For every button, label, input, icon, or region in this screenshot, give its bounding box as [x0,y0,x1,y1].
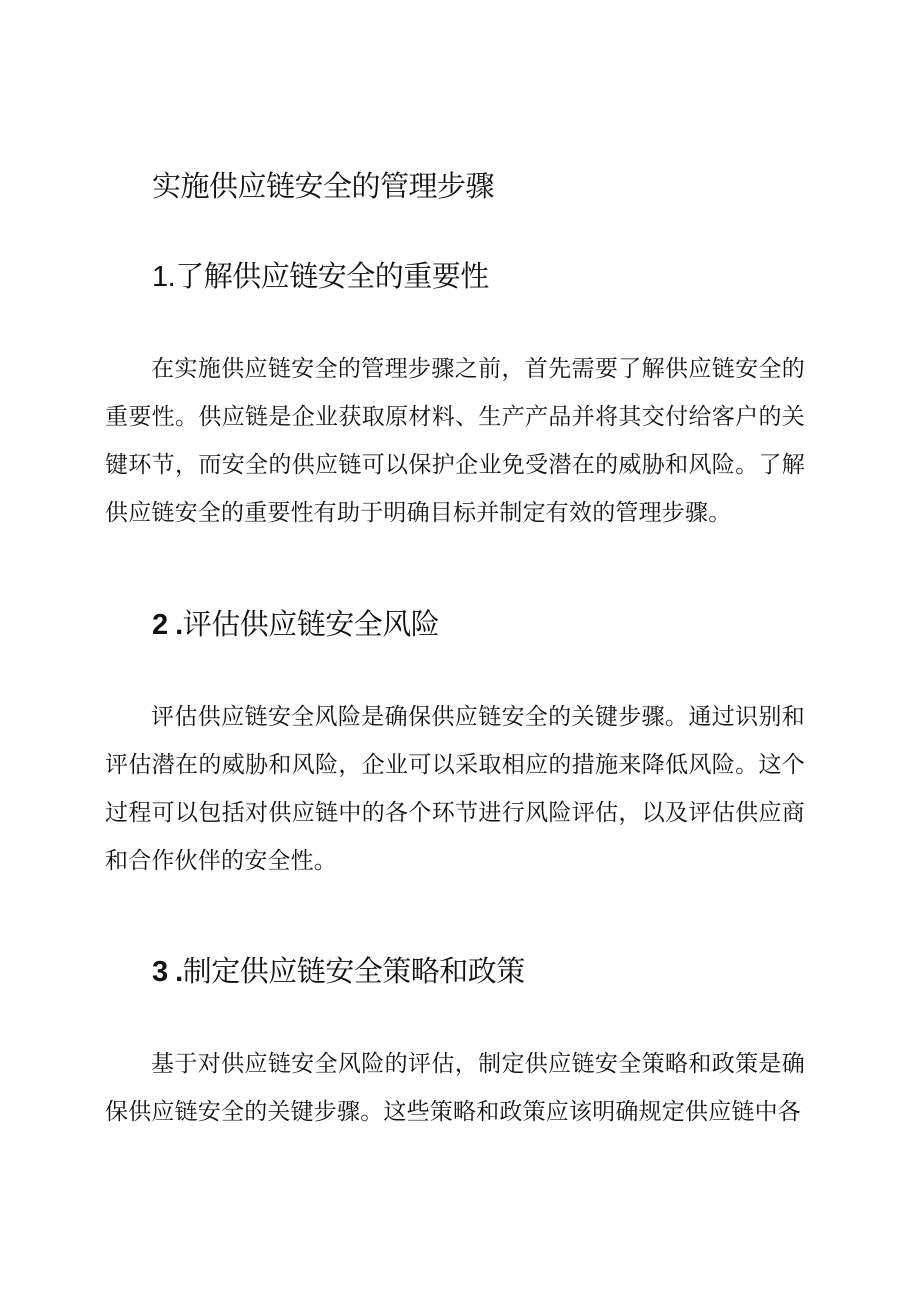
section-2-number: 2 . [152,609,183,641]
document-title: 实施供应链安全的管理步骤 [152,169,495,203]
section-3-heading [152,951,525,992]
section-1-paragraph: 在实施供应链安全的管理步骤之前，首先需要了解供应链安全的重要性。供应链是企业获取原材料、生产产品并将其交付给客户的关键环节，而安全的供应链可以保护企业免受潜在的威胁和风险。了解供应链安全的重要性有助于明确目标并制定有效的管理步骤。 [105,356,805,526]
section-1-heading [152,256,489,297]
section-2-title: 评估供应链安全风险 [182,607,440,641]
section-1-title: 了解供应链安全的重要性 [175,259,489,293]
section-1-number: 1. [152,261,176,293]
section-3-number: 3 . [152,956,183,988]
section-2-heading [152,604,439,645]
section-3-title: 制定供应链安全策略和政策 [182,954,525,988]
section-2-paragraph: 评估供应链安全风险是确保供应链安全的关键步骤。通过识别和评估潜在的威胁和风险，企业可以采取相应的措施来降低风险。这个过程可以包括对供应链中的各个环节进行风险评估，以及评估供应商和合作伙伴的安全性。 [105,704,805,874]
section-3-paragraph: 基于对供应链安全风险的评估，制定供应链安全策略和政策是确保供应链安全的关键步骤。这些策略和政策应该明确规定供应链中各 [105,1051,805,1125]
